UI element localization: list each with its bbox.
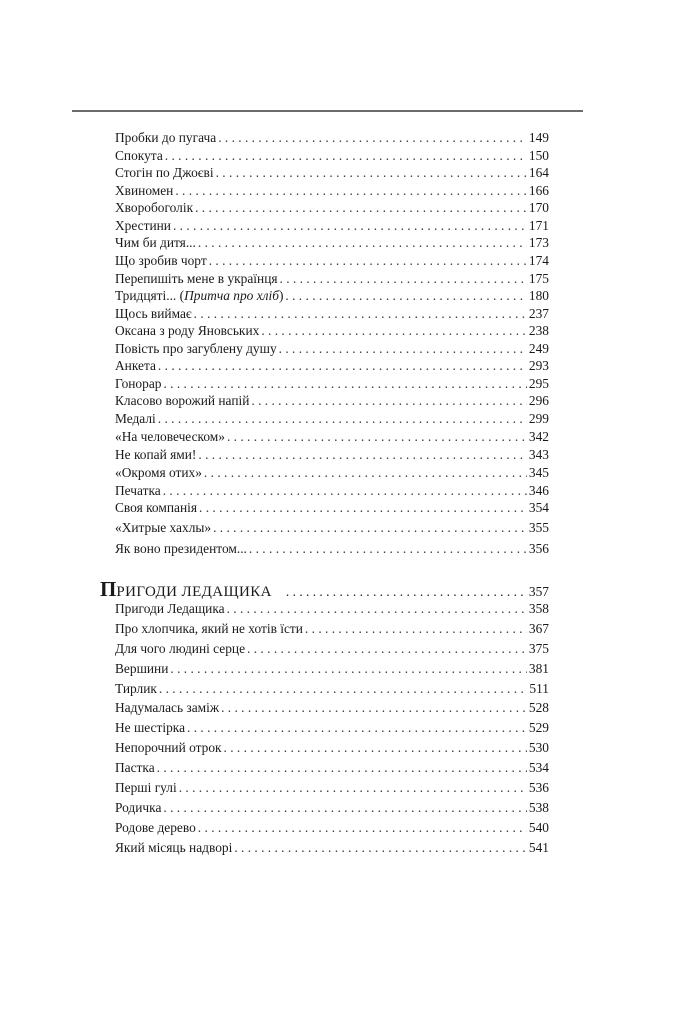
entry-title: Своя компанія <box>115 500 198 515</box>
entry-page: 295 <box>528 376 549 391</box>
entry-page: 541 <box>528 840 549 855</box>
entry-page: 529 <box>528 720 549 735</box>
toc-entry[interactable] <box>115 234 549 252</box>
entry-page: 174 <box>528 253 549 268</box>
dot-leader <box>163 799 527 817</box>
toc-entry[interactable] <box>115 357 549 375</box>
entry-title: Медалі <box>115 411 156 426</box>
entry-page: 149 <box>528 130 549 145</box>
entry-title: Пригоди Ледащика <box>115 601 225 616</box>
entry-page: 367 <box>528 621 549 636</box>
entry-title: Чим би дитя... <box>115 235 196 250</box>
dot-leader <box>173 217 527 235</box>
entry-title: Надумалась заміж <box>115 700 220 715</box>
dot-leader <box>194 305 527 323</box>
toc-entry[interactable] <box>115 759 549 777</box>
toc-entry[interactable] <box>115 739 549 757</box>
entry-title: Вершини <box>115 661 169 676</box>
dot-leader <box>204 464 527 482</box>
entry-title: Непорочний отрок <box>115 740 222 755</box>
dot-leader <box>170 660 527 678</box>
header-rule <box>72 110 583 112</box>
toc-entry[interactable] <box>115 719 549 737</box>
entry-title: Гонорар <box>115 376 162 391</box>
toc-entry[interactable] <box>115 217 549 235</box>
section-drop-initial: П <box>100 577 117 601</box>
entry-page: 536 <box>528 780 549 795</box>
entry-page: 342 <box>528 429 549 444</box>
toc-entry[interactable] <box>115 839 549 857</box>
dot-leader <box>261 322 527 340</box>
toc-entry[interactable] <box>115 340 549 358</box>
entry-title: Повість про загублену душу <box>115 341 277 356</box>
dot-leader <box>224 739 527 757</box>
entry-title-italic: Притча про хліб <box>184 288 279 303</box>
entry-title: Хрестини <box>115 218 171 233</box>
entry-title: Пробки до пугача <box>115 130 217 145</box>
toc-entry[interactable] <box>115 164 549 182</box>
entry-page: 358 <box>528 601 549 616</box>
section-heading[interactable] <box>100 578 549 600</box>
entry-title: Класово ворожий напій <box>115 393 250 408</box>
toc-entry[interactable] <box>115 799 549 817</box>
toc-entry[interactable] <box>115 182 549 200</box>
dot-leader <box>157 759 527 777</box>
toc-entry[interactable] <box>115 270 549 288</box>
dot-leader <box>216 164 527 182</box>
dot-leader <box>227 428 527 446</box>
entry-page: 238 <box>528 323 549 338</box>
toc-entry[interactable] <box>115 499 549 517</box>
dot-leader <box>187 719 527 737</box>
dot-leader <box>247 640 527 658</box>
entry-title <box>115 287 283 305</box>
entry-page: 534 <box>528 760 549 775</box>
entry-title: Перепишіть мене в українця <box>115 271 278 286</box>
toc-entry[interactable] <box>115 375 549 393</box>
entry-title: Анкета <box>115 358 156 373</box>
toc-entry[interactable] <box>115 660 549 678</box>
entry-page: 173 <box>528 235 549 250</box>
entry-title: «На человеческом» <box>115 429 225 444</box>
section-page: 357 <box>528 584 549 599</box>
entry-title: «Хитрые хахлы» <box>115 520 212 535</box>
toc-entry[interactable] <box>115 252 549 270</box>
toc-entry[interactable] <box>115 322 549 340</box>
toc-entry[interactable] <box>115 287 549 305</box>
toc-entry[interactable] <box>115 620 549 638</box>
dot-leader <box>198 234 527 252</box>
dot-leader <box>163 375 526 393</box>
toc-entry[interactable] <box>115 147 549 165</box>
entry-page: 528 <box>528 700 549 715</box>
dot-leader <box>285 287 527 305</box>
entry-page: 375 <box>528 641 549 656</box>
dot-leader <box>175 182 527 200</box>
entry-title: Для чого людині серце <box>115 641 246 656</box>
entry-page: 346 <box>528 483 549 498</box>
entry-title: Хвиномен <box>115 183 174 198</box>
entry-page: 356 <box>528 541 549 556</box>
entry-page: 540 <box>528 820 549 835</box>
entry-title: Не шестірка <box>115 720 186 735</box>
entry-page: 166 <box>528 183 549 198</box>
dot-leader <box>158 410 527 428</box>
entry-page: 171 <box>528 218 549 233</box>
dot-leader <box>280 270 527 288</box>
entry-title: Хворобоголік <box>115 200 194 215</box>
dot-leader <box>218 129 527 147</box>
entry-page: 345 <box>528 465 549 480</box>
entry-title-part: ) <box>278 288 284 303</box>
entry-page: 538 <box>528 800 549 815</box>
dot-leader <box>279 340 527 358</box>
entry-title: Родичка <box>115 800 162 815</box>
dot-leader <box>249 540 527 558</box>
toc-entry[interactable] <box>115 519 549 537</box>
toc-entry[interactable] <box>115 305 549 323</box>
entry-title: Печатка <box>115 483 161 498</box>
dot-leader <box>163 482 527 500</box>
entry-title: Стогін по Джоєві <box>115 165 214 180</box>
entry-page: 343 <box>528 447 549 462</box>
dot-leader <box>221 699 527 717</box>
entry-title: Який місяць надворі <box>115 840 233 855</box>
toc-entry[interactable] <box>115 779 549 797</box>
dot-leader <box>165 147 527 165</box>
toc-entry[interactable] <box>115 680 549 698</box>
toc-entry[interactable] <box>115 446 549 464</box>
entry-title: Перші гулі <box>115 780 177 795</box>
dot-leader <box>234 839 527 857</box>
entry-title: Тирлик <box>115 681 157 696</box>
entry-title: Про хлопчика, який не хотів їсти <box>115 621 303 636</box>
toc-entry[interactable] <box>115 699 549 717</box>
entry-title: Як воно президентом... <box>115 541 247 556</box>
entry-page: 355 <box>528 520 549 535</box>
entry-title: Родове дерево <box>115 820 196 835</box>
entry-page: 164 <box>528 165 549 180</box>
entry-page: 175 <box>528 271 549 286</box>
toc-entry[interactable] <box>115 464 549 482</box>
entry-page: 381 <box>528 661 549 676</box>
entry-page: 354 <box>528 500 549 515</box>
toc-entry[interactable] <box>115 129 549 147</box>
entry-page: 530 <box>528 740 549 755</box>
dot-leader <box>198 819 527 837</box>
toc-entry[interactable] <box>115 410 549 428</box>
toc-entry[interactable] <box>115 640 549 658</box>
dot-leader <box>198 446 527 464</box>
entry-page: 249 <box>528 341 549 356</box>
entry-title: Пастка <box>115 760 155 775</box>
entry-page: 237 <box>528 306 549 321</box>
entry-page: 170 <box>528 200 549 215</box>
dot-leader <box>305 620 527 638</box>
toc-entry[interactable] <box>115 428 549 446</box>
toc-entry[interactable] <box>115 392 549 410</box>
dot-leader <box>158 357 527 375</box>
dot-leader <box>199 499 527 517</box>
section-title: РИГОДИ ЛЕДАЩИКА <box>116 584 272 600</box>
entry-title: «Окромя отих» <box>115 465 202 480</box>
toc-entry[interactable] <box>115 199 549 217</box>
entry-title: Спокута <box>115 148 163 163</box>
dot-leader <box>286 581 527 603</box>
entry-page: 296 <box>528 393 549 408</box>
entry-title: Не копай ями! <box>115 447 197 462</box>
entry-page: 293 <box>528 358 549 373</box>
entry-page: 150 <box>528 148 549 163</box>
dot-leader <box>213 519 527 537</box>
entry-page: 299 <box>528 411 549 426</box>
entry-page: 511 <box>529 681 549 696</box>
toc-entry[interactable] <box>115 482 549 500</box>
entry-title: Щось виймає <box>115 306 192 321</box>
entry-title-part: Тридцяті... ( <box>115 288 185 303</box>
dot-leader <box>179 779 527 797</box>
entry-title: Що зробив чорт <box>115 253 207 268</box>
dot-leader <box>251 392 527 410</box>
dot-leader <box>209 252 527 270</box>
dot-leader <box>195 199 527 217</box>
toc-entry[interactable] <box>115 819 549 837</box>
dot-leader <box>159 680 528 698</box>
entry-title: Оксана з роду Яновських <box>115 323 260 338</box>
entry-page: 180 <box>528 288 549 303</box>
toc-entry[interactable] <box>115 540 549 558</box>
